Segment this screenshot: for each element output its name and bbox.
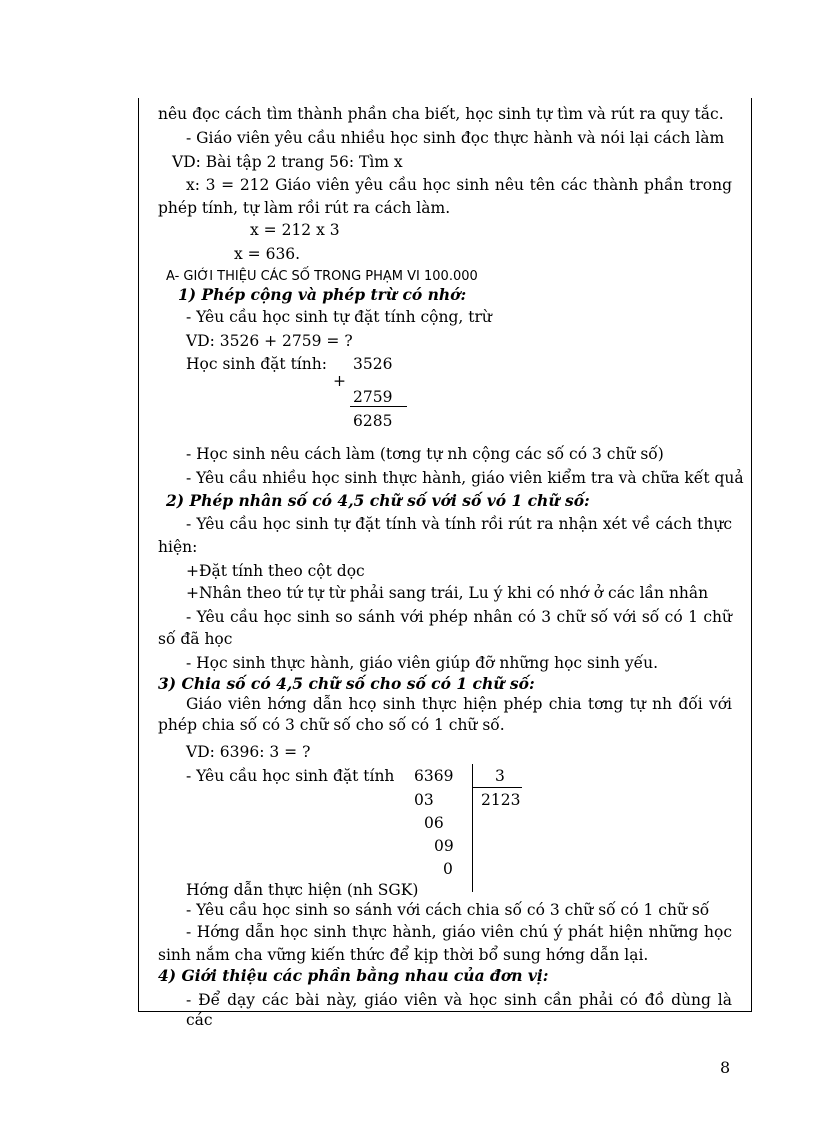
text-line: hiện:	[158, 538, 198, 556]
text-line: Học sinh đặt tính:	[186, 355, 327, 373]
text-line: - Yêu cầu học sinh so sánh với phép nhân có 3 chữ số với số có 1 chữ	[186, 608, 732, 626]
division-horizontal-line	[472, 787, 522, 788]
page-number: 8	[720, 1058, 731, 1077]
text-line: x = 212 x 3	[250, 221, 340, 239]
sum-result: 6285	[353, 412, 393, 430]
text-line: +Đặt tính theo cột dọc	[186, 562, 365, 580]
divisor: 3	[495, 767, 505, 785]
section-heading: A- GIỚI THIỆU CÁC SỐ TRONG PHẠM VI 100.000	[166, 269, 478, 284]
sum-line	[350, 406, 407, 407]
addend-bottom: 2759	[353, 388, 393, 406]
division-step: 06	[424, 814, 444, 832]
text-line: +Nhân theo tứ tự từ phải sang trái, Lu ý khi có nhớ ở các lần nhân	[186, 584, 709, 602]
division-step: 03	[414, 791, 434, 809]
text-line: VD: Bài tập 2 trang 56: Tìm x	[172, 153, 403, 171]
text-line: Hớng dẫn thực hiện (nh SGK)	[186, 881, 419, 899]
text-line: - Hớng dẫn học sinh thực hành, giáo viên chú ý phát hiện những học	[186, 923, 732, 941]
text-line: x: 3 = 212 Giáo viên yêu cầu học sinh nêu tên các thành phần trong	[186, 176, 732, 194]
text-line: - Học sinh thực hành, giáo viên giúp đỡ những học sinh yếu.	[186, 654, 659, 672]
division-vertical-line	[472, 764, 473, 892]
subsection-heading: 1) Phép cộng và phép trừ có nhớ:	[178, 285, 467, 304]
text-line: phép chia số có 3 chữ số cho số có 1 chữ số.	[158, 716, 505, 734]
text-line: - Yêu cầu học sinh so sánh với cách chia số có 3 chữ số có 1 chữ số	[186, 901, 710, 919]
division-step: 09	[434, 837, 454, 855]
text-line: VD: 3526 + 2759 = ?	[186, 332, 353, 350]
text-line: - Yêu cầu học sinh tự đặt tính cộng, trừ	[186, 308, 492, 326]
dividend: 6369	[414, 767, 454, 785]
subsection-heading: 4) Giới thiệu các phần bằng nhau của đơn vị:	[158, 966, 549, 985]
text-line: sinh nắm cha vững kiến thức để kịp thời bổ sung hớng dẫn lại.	[158, 946, 649, 964]
subsection-heading: 2) Phép nhân số có 4,5 chữ số với số vó 1 chữ số:	[166, 491, 590, 510]
text-line: - Yêu cầu học sinh tự đặt tính và tính rồi rút ra nhận xét về cách thực	[186, 515, 732, 533]
text-line: Giáo viên hớng dẫn hcọ sinh thực hiện phép chia tơng tự nh đối với	[186, 695, 732, 713]
text-line: x = 636.	[234, 245, 301, 263]
text-line: - Học sinh nêu cách làm (tơng tự nh cộng các số có 3 chữ số)	[186, 445, 664, 463]
text-line: số đã học	[158, 630, 233, 648]
text-line: nêu đọc cách tìm thành phần cha biết, học sinh tự tìm và rút ra quy tắc.	[158, 105, 724, 123]
text-line: - Yêu cầu nhiều học sinh thực hành, giáo viên kiểm tra và chữa kết quả	[186, 469, 744, 487]
text-line: - Giáo viên yêu cầu nhiều học sinh đọc thực hành và nói lại cách làm	[186, 129, 725, 147]
text-line: - Để dạy các bài này, giáo viên và học sinh cần phải có đồ dùng là các	[186, 991, 732, 1029]
text-line: - Yêu cầu học sinh đặt tính	[186, 767, 395, 785]
text-line: phép tính, tự làm rồi rút ra cách làm.	[158, 199, 451, 217]
subsection-heading: 3) Chia số có 4,5 chữ số cho số có 1 chữ số:	[158, 674, 535, 693]
text-line: VD: 6396: 3 = ?	[186, 743, 311, 761]
division-step: 0	[443, 860, 453, 878]
plus-sign: +	[333, 372, 346, 390]
addend-top: 3526	[353, 355, 393, 373]
quotient: 2123	[481, 791, 521, 809]
